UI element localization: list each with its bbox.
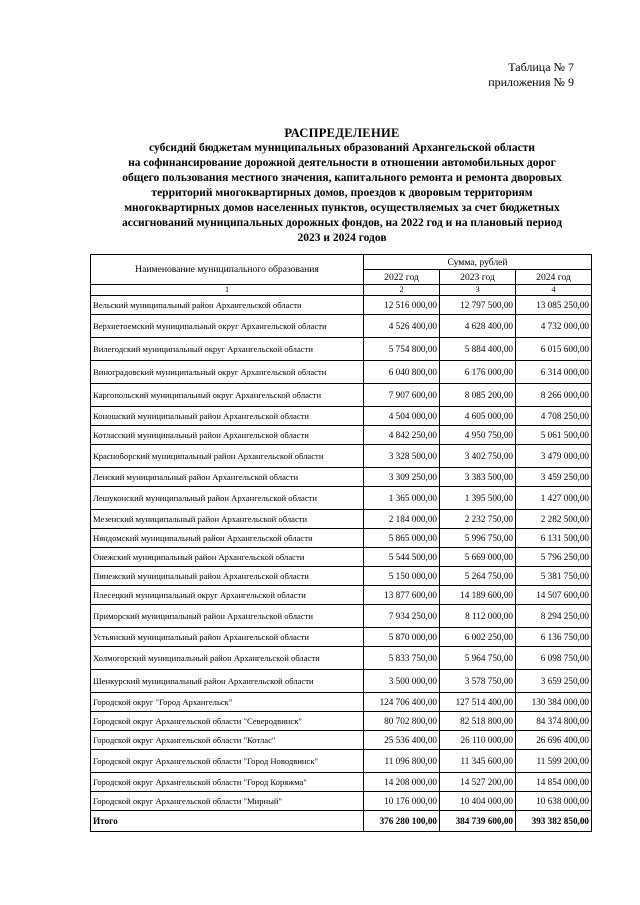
total-label: Итого (91, 811, 364, 832)
amount-2024: 14 854 000,00 (516, 773, 592, 792)
amount-2023: 5 669 000,00 (440, 548, 516, 567)
municipality-name: Онежский муниципальный район Архангельской области (91, 548, 364, 567)
title-heading: РАСПРЕДЕЛЕНИЕ (284, 126, 400, 140)
amount-2024: 6 136 750,00 (516, 628, 592, 647)
distribution-table (90, 254, 592, 832)
amount-2024: 1 427 000,00 (516, 487, 592, 510)
amount-2023: 5 964 750,00 (440, 647, 516, 670)
amount-2024: 6 314 000,00 (516, 361, 592, 384)
amount-2022: 5 150 000,00 (364, 567, 440, 586)
municipality-name: Красноборский муниципальный район Архангельской области (91, 445, 364, 468)
amount-2024: 2 282 500,00 (516, 510, 592, 529)
annex-table-number: Таблица № 7 (508, 60, 574, 74)
municipality-name: Плесецкий муниципальный округ Архангельской области (91, 586, 364, 605)
amount-2023: 2 232 750,00 (440, 510, 516, 529)
annex-reference (488, 60, 574, 90)
column-header-sum: Сумма, рублей (364, 255, 592, 270)
table-row (91, 750, 592, 773)
municipality-name: Холмогорский муниципальный район Архангельской области (91, 647, 364, 670)
title-line: субсидий бюджетам муниципальных образований Архангельской области (149, 142, 535, 154)
amount-2022: 80 702 800,00 (364, 712, 440, 731)
amount-2022: 5 754 800,00 (364, 338, 440, 361)
amount-2024: 11 599 200,00 (516, 750, 592, 773)
amount-2024: 5 796 250,00 (516, 548, 592, 567)
column-header-2023: 2023 год (440, 270, 516, 285)
municipality-name: Лешуконский муниципальный район Архангельской области (91, 487, 364, 510)
amount-2023: 6 176 000,00 (440, 361, 516, 384)
amount-2024: 3 479 000,00 (516, 445, 592, 468)
amount-2023: 5 996 750,00 (440, 529, 516, 548)
total-2024: 393 382 850,00 (516, 811, 592, 832)
amount-2023: 3 402 750,00 (440, 445, 516, 468)
amount-2022: 5 833 750,00 (364, 647, 440, 670)
amount-2024: 14 507 600,00 (516, 586, 592, 605)
title-line: территорий многоквартирных домов, проездов к дворовым территориям (151, 187, 533, 199)
municipality-name: Мезенский муниципальный район Архангельской области (91, 510, 364, 529)
table-row (91, 586, 592, 605)
amount-2022: 10 176 000,00 (364, 792, 440, 811)
amount-2022: 14 208 000,00 (364, 773, 440, 792)
amount-2023: 14 527 200,00 (440, 773, 516, 792)
amount-2024: 6 015 600,00 (516, 338, 592, 361)
amount-2023: 11 345 600,00 (440, 750, 516, 773)
table-row (91, 338, 592, 361)
municipality-name: Ленский муниципальный район Архангельской области (91, 468, 364, 487)
amount-2024: 10 638 000,00 (516, 792, 592, 811)
title-line: общего пользования местного значения, капитального ремонта и ремонта дворовых (122, 172, 562, 184)
amount-2024: 5 061 500,00 (516, 426, 592, 445)
column-number: 3 (440, 285, 516, 296)
municipality-name: Городской округ Архангельской области "Мирный" (91, 792, 364, 811)
title-line: многоквартирных домов населенных пунктов, осуществляемых за счет бюджетных (124, 202, 560, 214)
amount-2022: 5 865 000,00 (364, 529, 440, 548)
table-row (91, 529, 592, 548)
amount-2023: 4 950 750,00 (440, 426, 516, 445)
amount-2024: 84 374 800,00 (516, 712, 592, 731)
amount-2022: 12 516 000,00 (364, 296, 440, 315)
municipality-name: Городской округ Архангельской области "Северодвинск" (91, 712, 364, 731)
table-row (91, 693, 592, 712)
table-row (91, 487, 592, 510)
amount-2022: 7 907 600,00 (364, 384, 440, 407)
municipality-name: Котласский муниципальный район Архангельской области (91, 426, 364, 445)
table-row (91, 712, 592, 731)
amount-2024: 4 732 000,00 (516, 315, 592, 338)
amount-2024: 4 708 250,00 (516, 407, 592, 426)
amount-2022: 2 184 000,00 (364, 510, 440, 529)
amount-2023: 12 797 500,00 (440, 296, 516, 315)
amount-2024: 13 085 250,00 (516, 296, 592, 315)
amount-2024: 3 659 250,00 (516, 670, 592, 693)
table-body (91, 296, 592, 832)
table-row (91, 647, 592, 670)
amount-2023: 82 518 800,00 (440, 712, 516, 731)
amount-2022: 11 096 800,00 (364, 750, 440, 773)
title-line: ассигнований муниципальных дорожных фондов, на 2022 год и на плановый период (121, 217, 563, 229)
municipality-name: Виноградовский муниципальный округ Архангельской области (91, 361, 364, 384)
amount-2023: 127 514 400,00 (440, 693, 516, 712)
amount-2023: 3 578 750,00 (440, 670, 516, 693)
amount-2022: 124 706 400,00 (364, 693, 440, 712)
annex-appendix-number: приложения № 9 (488, 75, 574, 89)
table-row (91, 296, 592, 315)
municipality-name: Городской округ Архангельской области "Город Новодвинск" (91, 750, 364, 773)
amount-2023: 5 264 750,00 (440, 567, 516, 586)
table-row (91, 361, 592, 384)
municipality-name: Шенкурский муниципальный район Архангельской области (91, 670, 364, 693)
table-row (91, 567, 592, 586)
amount-2024: 3 459 250,00 (516, 468, 592, 487)
table-row (91, 628, 592, 647)
amount-2022: 4 526 400,00 (364, 315, 440, 338)
title-line: 2023 и 2024 годов (297, 232, 387, 244)
amount-2024: 130 384 000,00 (516, 693, 592, 712)
column-number: 2 (364, 285, 440, 296)
column-header-2024: 2024 год (516, 270, 592, 285)
column-number: 1 (91, 285, 364, 296)
municipality-name: Коношский муниципальный район Архангельской области (91, 407, 364, 426)
total-2023: 384 739 600,00 (440, 811, 516, 832)
table-row (91, 792, 592, 811)
amount-2022: 1 365 000,00 (364, 487, 440, 510)
table-row (91, 445, 592, 468)
table-row (91, 315, 592, 338)
table-row (91, 773, 592, 792)
amount-2022: 25 536 400,00 (364, 731, 440, 750)
document-title (86, 126, 598, 246)
municipality-name: Каргопольский муниципальный округ Архангельской области (91, 384, 364, 407)
amount-2022: 3 309 250,00 (364, 468, 440, 487)
table-row (91, 407, 592, 426)
amount-2024: 6 098 750,00 (516, 647, 592, 670)
table-row (91, 548, 592, 567)
municipality-name: Устьянский муниципальный район Архангельской области (91, 628, 364, 647)
table-row (91, 731, 592, 750)
amount-2022: 7 934 250,00 (364, 605, 440, 628)
amount-2024: 26 696 400,00 (516, 731, 592, 750)
column-header-2022: 2022 год (364, 270, 440, 285)
amount-2023: 8 112 000,00 (440, 605, 516, 628)
amount-2022: 3 328 500,00 (364, 445, 440, 468)
amount-2022: 4 842 250,00 (364, 426, 440, 445)
table-row (91, 510, 592, 529)
amount-2022: 5 870 000,00 (364, 628, 440, 647)
table-row (91, 670, 592, 693)
amount-2022: 4 504 000,00 (364, 407, 440, 426)
amount-2023: 5 884 400,00 (440, 338, 516, 361)
table-row (91, 605, 592, 628)
amount-2023: 26 110 000,00 (440, 731, 516, 750)
column-header-name: Наименование муниципального образования (91, 255, 364, 285)
table-row (91, 426, 592, 445)
total-row (91, 811, 592, 832)
amount-2024: 5 381 750,00 (516, 567, 592, 586)
municipality-name: Городской округ Архангельской области "Котлас" (91, 731, 364, 750)
amount-2022: 3 500 000,00 (364, 670, 440, 693)
amount-2022: 6 040 800,00 (364, 361, 440, 384)
municipality-name: Пинежский муниципальный район Архангельской области (91, 567, 364, 586)
municipality-name: Приморский муниципальный район Архангельской области (91, 605, 364, 628)
municipality-name: Верхнетоемский муниципальный округ Архангельской области (91, 315, 364, 338)
title-line: на софинансирование дорожной деятельности в отношении автомобильных дорог (128, 157, 556, 169)
column-number: 4 (516, 285, 592, 296)
amount-2024: 8 294 250,00 (516, 605, 592, 628)
municipality-name: Городской округ Архангельской области "Город Коряжма" (91, 773, 364, 792)
municipality-name: Городской округ "Город Архангельск" (91, 693, 364, 712)
amount-2022: 13 877 600,00 (364, 586, 440, 605)
amount-2023: 1 395 500,00 (440, 487, 516, 510)
amount-2022: 5 544 500,00 (364, 548, 440, 567)
municipality-name: Вилегодский муниципальный округ Архангельской области (91, 338, 364, 361)
amount-2023: 4 605 000,00 (440, 407, 516, 426)
amount-2023: 6 002 250,00 (440, 628, 516, 647)
municipality-name: Вельский муниципальный район Архангельской области (91, 296, 364, 315)
total-2022: 376 280 100,00 (364, 811, 440, 832)
municipality-name: Няндомский муниципальный район Архангельской области (91, 529, 364, 548)
amount-2024: 6 131 500,00 (516, 529, 592, 548)
amount-2023: 14 189 600,00 (440, 586, 516, 605)
table-row (91, 468, 592, 487)
amount-2023: 4 628 400,00 (440, 315, 516, 338)
amount-2023: 3 383 500,00 (440, 468, 516, 487)
amount-2023: 10 404 000,00 (440, 792, 516, 811)
table-row (91, 384, 592, 407)
amount-2024: 8 266 000,00 (516, 384, 592, 407)
amount-2023: 8 085 200,00 (440, 384, 516, 407)
